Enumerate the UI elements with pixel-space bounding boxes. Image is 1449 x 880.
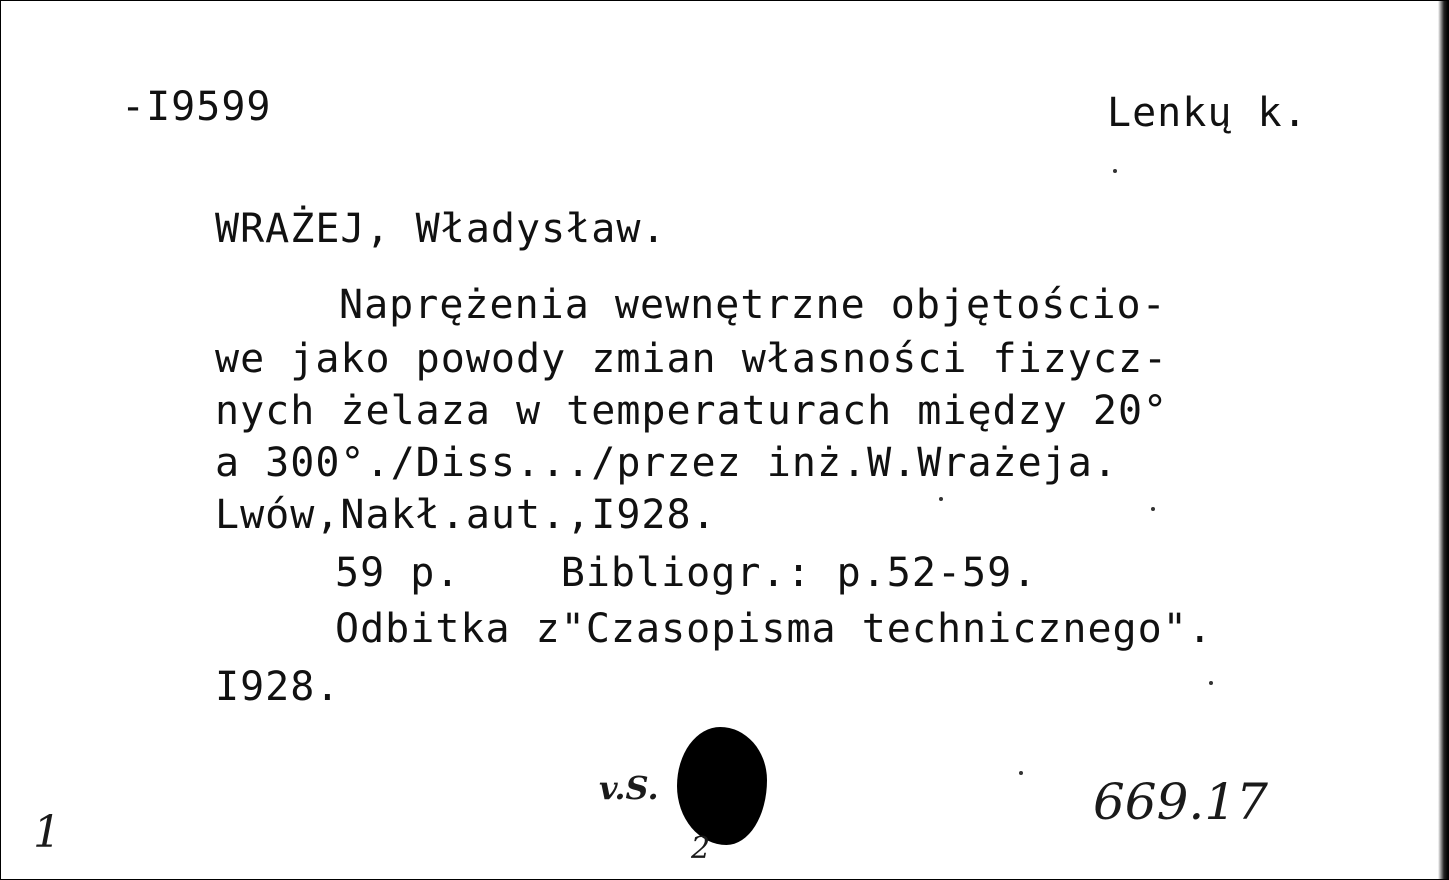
note-line-2: I928. xyxy=(215,664,341,710)
paper-speck xyxy=(1019,771,1023,775)
under-stamp-mark: 2 xyxy=(691,831,711,866)
card-edge-shadow xyxy=(1438,1,1448,880)
title-line-3: nych żelaza w temperaturach między 20° xyxy=(215,388,1169,434)
imprint-line: Lwów,Nakł.aut.,I928. xyxy=(215,492,717,538)
author-heading: WRAŻEJ, Władysław. xyxy=(215,206,667,252)
call-number: -I9599 xyxy=(121,84,272,130)
title-line-2: we jako powody zmian własności fizycz- xyxy=(215,336,1169,382)
corner-number-handwritten: 1 xyxy=(33,807,61,858)
paper-speck xyxy=(1209,681,1213,685)
initials-handwritten: v.S. xyxy=(599,769,659,807)
paper-speck xyxy=(1113,169,1117,173)
collation-line: 59 p. Bibliogr.: p.52-59. xyxy=(335,550,1038,596)
ink-stamp-blot xyxy=(677,727,767,845)
note-line-1: Odbitka z"Czasopisma technicznego". xyxy=(335,606,1213,652)
paper-speck xyxy=(939,497,943,501)
paper-speck xyxy=(1151,507,1155,511)
title-line-4: a 300°./Diss.../przez inż.W.Wrażeja. xyxy=(215,440,1118,486)
title-line-1: Naprężenia wewnętrzne objętościo- xyxy=(339,282,1167,328)
classification-number-handwritten: 669.17 xyxy=(1093,773,1268,831)
location-mark: Lenkų k. xyxy=(1107,90,1308,136)
